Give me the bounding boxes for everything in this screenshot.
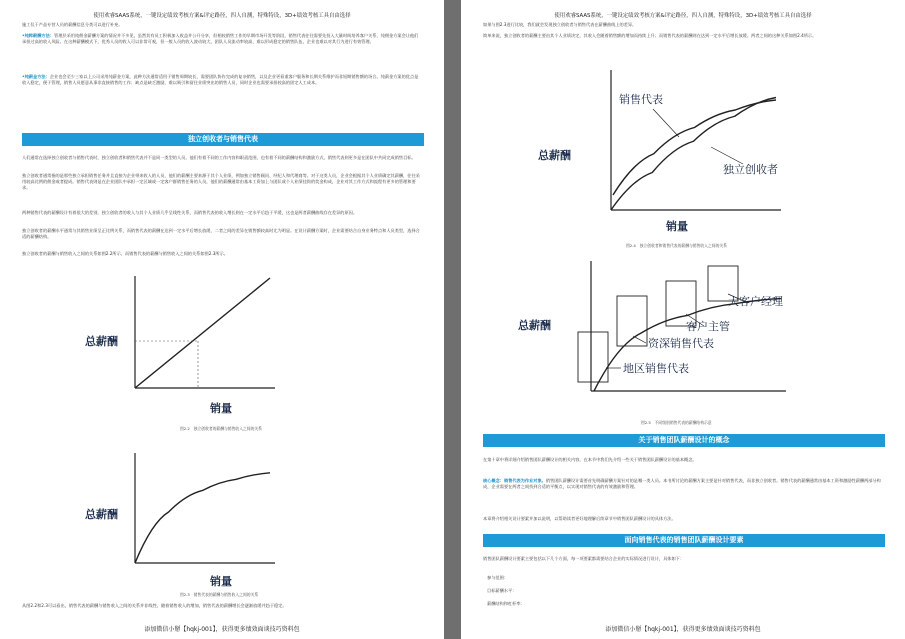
chart4-caption: 图2.5 不同级别销售代表的薪酬结构示意	[641, 420, 712, 425]
series-line-independent	[611, 98, 776, 211]
paragraph-b: 独立创收者通常指的是那些独立承担销售任务并且直接为企业带来收入的人员，他们的薪酬主要来源于其个人业绩，例如独立销售顾问、经纪人和代理商等。对于这类人员，企业会根据其个人业绩确定其薪酬，往往采用较高比例的佣金或者提成。销售代表则是在企业团队中承担一定区域或一定客户群销售任务的人员，他们的薪酬通常由基本工资加上与团队或个人业绩挂钩的奖金构成，企业对其工作方式和流程有更多的管理和要求。	[22, 173, 420, 191]
label-area-rep: 地区销售代表	[623, 362, 689, 375]
y-axis-label: 总薪酬	[538, 149, 571, 162]
paragraph-f: 销售团队薪酬设计要素主要包括以下几个方面，每一项要素都需要结合企业的实际情况进行设计，具体如下：	[483, 556, 685, 561]
annotation-line-independent	[711, 147, 743, 164]
chart-independent-earner	[80, 268, 280, 418]
page-2	[461, 0, 905, 639]
paragraph-d: 核心概念：销售代表为作业对象。销售团队薪酬设计需要首先明确薪酬方案针对的是哪一类人员。本书所讨论的薪酬方案主要是针对销售代表，而非独立创收者。销售代表的薪酬通常由基本工资和激励性薪酬两部分构成，企业需要在两者之间找到合适的平衡点，以实现对销售代表的有效激励和管理。	[483, 478, 881, 490]
page-footer: 添加微信小掰【hqkj-001】，获得更多绩效面谈技巧资料包	[605, 626, 761, 633]
paragraph-pure-salary: •纯薪金方法：企业也会至少三家以上公司采用纯薪金方案，此种方法通常适用于销售周期较长、需要团队协作完成的复杂销售，以及企业更看重客户服务和长期关系维护而非短期销售额的场合。纯薪金方案的优点是收入稳定，便于管理，销售人员愿意从事非直接销售的工作；缺点是缺乏激励，难以吸引和留住业绩突出的销售人员，同时企业也需要承担较高的固定人工成本。	[22, 74, 419, 86]
intro-line: 施工仅于产品专营人员的薪酬信息分类可以进行补充。	[22, 22, 123, 27]
paragraph-f: 从图2.2和2.3可以看出，销售代表的薪酬与销售收入之间的关系并非线性，随着销售收入的增加，销售代表的薪酬增长会逐渐放缓并趋于稳定。	[22, 603, 287, 608]
chart-compare-independent-rep	[531, 65, 791, 240]
core-concept-label: 核心概念：	[483, 478, 504, 483]
list-item-target-pay: 目标薪酬水平：	[487, 588, 517, 593]
paragraph-a: 如果与图2.3进行比较，我们就会发现独立创收者与销售代表在薪酬曲线上的差异。	[483, 22, 637, 27]
legend-rep: 销售代表	[619, 93, 663, 106]
paragraph-pure-commission: •纯粹薪酬方法：管理层采用纯佣金薪酬方案的情况并不多见，虽然其有员工积极加入收益并公开分享，但相较销售工作的早期市场开发等阶段，销售代表往往需要先投入大量时间培养客户关系，纯佣金方案会让他们承担过高的收入风险。在这种薪酬模式下，优秀人员的收入可以非常可观，但一般人员的收入波动较大，团队人员流动率较高，难以形成稳定的销售队伍，企业也难以对其行为进行有效管理。	[22, 33, 419, 45]
paragraph-e: 独立创收者的薪酬与销售收入之间的关系如图2.2所示，而销售代表的薪酬与销售收入之间的关系如图2.3所示。	[22, 251, 228, 256]
chart2-caption: 图2.3 销售代表的薪酬与销售收入之间的关系	[180, 592, 259, 597]
paragraph-b: 简单来说，独立创收者的薪酬主要由其个人业绩决定，其收入会随着销售额的增加而持续上升；而销售代表的薪酬则在达到一定水平后增长放缓。两者之间的这种关系如图2.4所示。	[483, 33, 817, 38]
chart-rep-levels	[516, 256, 796, 416]
y-axis-label: 总薪酬	[85, 335, 118, 348]
list-item-pay-mix: 薪酬结构和杠杆率：	[487, 601, 525, 606]
page-1	[0, 0, 444, 639]
page-header: 使用欢睿SAAS系统，一键设定绩效考核方案&评定路径，四人自测，特殊特设，3D+绩效考核工具自由选择	[93, 13, 351, 19]
series-line-independent	[135, 278, 270, 388]
label-key-account: 大客户经理	[728, 295, 783, 308]
pure-salary-label: •纯薪金方法：	[22, 74, 50, 79]
paragraph-e: 本章将介绍相关设计要素并加以说明，以帮助读者更好地理解后续章节中销售团队薪酬设计的具体方法。	[483, 516, 676, 521]
section-banner-independent-vs-rep: 独立创收者与销售代表	[22, 133, 424, 146]
section-banner-concepts: 关于销售团队薪酬设计的概念	[483, 434, 885, 447]
page-footer: 添加微信小掰【hqkj-001】，获得更多绩效面谈技巧资料包	[144, 626, 300, 633]
annotation-line-senior-rep	[633, 336, 646, 343]
chart3-caption: 图2.4 独立创收者和销售代表的薪酬与销售收入之间的关系	[626, 243, 727, 248]
y-axis-label: 总薪酬	[518, 319, 551, 332]
label-senior-rep: 资深销售代表	[648, 337, 714, 350]
paragraph-c: 在第十章中将详细介绍销售团队薪酬设计的相关内容，在本节中我们先介绍一些关于销售团队薪酬设计的基本概念。	[483, 457, 697, 462]
page-header: 使用欢睿SAAS系统，一键设定绩效考核方案&评定路径，四人自测，特殊特设，3D+绩效考核工具自由选择	[554, 13, 812, 19]
x-axis-label: 销量	[666, 220, 688, 233]
x-axis-label: 销量	[210, 575, 232, 588]
series-line-rep	[135, 473, 270, 563]
x-axis-label: 销量	[210, 402, 232, 415]
y-axis-label: 总薪酬	[85, 508, 118, 521]
label-supervisor: 客户主管	[686, 320, 730, 333]
paragraph-d: 独立创收者的薪酬水平通常与其销售业绩呈正比例关系，而销售代表的薪酬在达到一定水平后增长放缓，二者之间的差异在销售额较高时尤为明显。在设计薪酬方案时，企业需要结合自身业务特点和人员类型，选择合适的薪酬结构。	[22, 228, 420, 240]
annotation-line-rep	[653, 109, 679, 137]
paragraph-c: 两种销售代表的薪酬设计有着很大的差别，独立创收者的收入与其个人业绩几乎呈线性关系，而销售代表的收入增长则在一定水平后趋于平缓，这也是两者薪酬曲线存在差异的原因。	[22, 210, 358, 215]
legend-independent: 独立创收者	[723, 163, 778, 176]
section-banner-design-elements: 面向销售代表的销售团队薪酬设计要素	[483, 534, 885, 547]
list-item-participation: 参与范围：	[487, 575, 508, 580]
paragraph-a: 人们通常在选择独立创收者与销售代表时，独立创收者和销售代表并不是同一类型的人员。他们有着不同的工作内容和职责范围，也有着不同的薪酬结构和激励方式，销售代表则更多是在团队中共同完成销售目标。	[22, 155, 416, 160]
chart1-caption: 图2.2 独立创收者的薪酬与销售收入之间的关系	[180, 426, 262, 431]
chart-sales-rep	[80, 448, 280, 588]
pure-commission-label: •纯粹薪酬方法：	[22, 33, 54, 38]
